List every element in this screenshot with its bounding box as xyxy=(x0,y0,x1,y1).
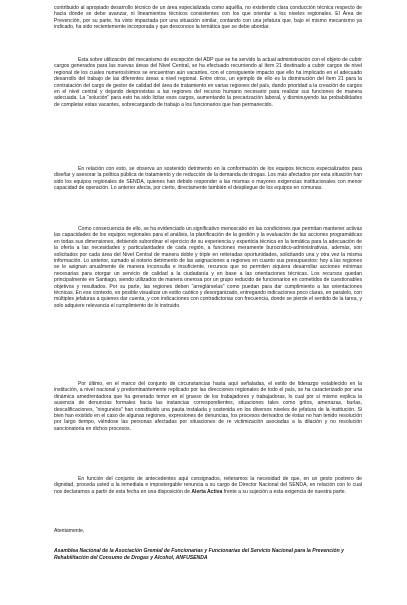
signature-block: Asamblea Nacional de la Asociación Gremial de Funcionarias y Funcionarias del Servicio Nacional para la Prevención y Rehabilitación del Consumo de Drogas y Alcohol, ANFUSENDA xyxy=(54,548,344,561)
paragraph-6-tail: frente a su sujeción a esta exigencia de nuestra parte. xyxy=(222,488,347,495)
paragraph-3: En relación con esto, se observa un sostenido detrimento en la conformación de los equipos técnicos especializados para diseñar y asesorar la política pública de tratamiento y de reducción de la demanda de drogas. Los más afectados por esta situación han sido los equipos regionales de SENDA, quienes han debido responder a las mismas o mayores exigencias institucionales con menor capacidad de operación. Lo anterior afecta, por cierto, directamente también el despliegue de los equipos en comunas. xyxy=(54,166,362,192)
paragraph-5: Por último, en el marco del conjunto de circunstancias hasta aquí señaladas, el estilo de liderazgo establecido en la institución, a nivel nacional y predominantemente replicado por las direcciones regionales de todo el país, se ha caracterizado por una dinámica amedrentadora que ha generado temor en el grueso de los trabajadores y trabajadoras, lo cual por sí mismo explica la ausencia de denuncias formales hacia las instancias correspondientes, situaciones tales como gritos, amenazas, burlas, descalificaciones, “ningunéos” han constituido una pauta instalada y sostenida en los diversos niveles de jefatura de la institución. Si bien han existido en el caso de algunas regiones, expresiones de denuncias, los procesos derivados de éstas no han tenido resolución por largo tiempo, viéndose las personas afectadas por situaciones de re victimización asociadas a la dilación y no resolución sancionatoria en dichos procesos. xyxy=(54,381,362,432)
alerta-activa-emphasis: Alerta Activa xyxy=(191,488,223,495)
paragraph-4: Como consecuencia de ello, se ha evidenciado un significativo menoscabo en las condiciones que permitan mantener activas las capacidades de los equipos regionales para el análisis, la planificación de la gestión y la evaluación de las acciones programáticas en todas sus dimensiones, debiendo subordinar el ejercicio de su experiencia y experticia técnica en la temática para la adecuación de la oferta a las necesidades y particularidades de cada región, a funciones meramente burocrático-administrativas, además, son solicitados por cada área del Nivel Central de manera doble y triple en reiteradas oportunidades, solicitando una y otra vez la misma información. Lo anterior, sumado al notorio detrimento de las asignaciones a regiones en cuanto sus presupuestos: hoy a las regiones se le asignan anualmente de manera inconsulta e insuficiente, recursos que no permiten siquiera desarrollar acciones mínimas necesarias para otorgar un servicio de calidad a la ciudadanía y en base a las orientaciones técnicas. Los recursos quedan principalmente en Santiago, siendo utilizados de manera onerosa por un grupo reducido de funcionarios en cometidos de cuestionables objetivos y resultados. Por su parte, las regiones deben “arreglárselas” como puedan para dar cumplimiento a las orientaciones técnicas. En ese contexto, es posible visualizar un estilo caótico y desorganizado, entregando indicaciones poco claras, en paralelo, con múltiples jefaturas a quienes dar cuenta, y con indicaciones con contradictorias con frecuencia, donde se pierde el sentido de la tarea, y solo adquiere relevancia el cumplimiento de lo instruido. xyxy=(54,226,362,309)
paragraph-6 xyxy=(54,476,362,495)
paragraph-6-text: En función del conjunto de antecedentes aquí consignados, reiteramos la necesidad de que, en un gesto postrero de dignidad, proceda usted a la inmediata e impostergable renuncia a su cargo de Director Nacional del SENDA, en relación con lo cual nos declaramos a partir de esta fecha en una disposición de xyxy=(54,476,362,495)
paragraph-2: Esta sobre utilización del mecanismo de excepción del ADP que se ha servido la actual administración con el objeto de cubrir cargos generados para las nuevas áreas del Nivel Central, se ha efectuado recurriendo al ítem 21 destinado a cubrir cargos de nivel regional de los cuales numerosísimos se encuentran aún vacantes, con el consiguiente impacto que ello ha implicado en el adecuado desarrollo del trabajo de las diferentes áreas a nivel regional. Entre otros, un ejemplo de ello es la disminución del ítem 21 para la contratación del cargo de gestor de calidad del área de tratamiento en varias regiones del país, dando prioridad a la creación de cargos en el nivel central y dejando desprovistas a las regiones del recurso humano necesario para realizar sus funciones de manera adecuada. La “solución” para esto ha sido licitar esos cargos, aumentando la precarización laboral, y disminuyendo las probabilidades de completar estas vacantes, sobrecargando de trabajo a los funcionarios que han permanecido. xyxy=(54,57,362,108)
paragraph-1: contribuido al apropiado desarrollo técnico de un área especializada como aquélla, no existiendo clara conducción técnica respecto de hacia dónde se debe avanzar, ni lineamientos técnicos consistentes con los que orientar a los niveles regionales. El Área de Prevención, por su parte, ha visto impactada por una situación similar, contando con una jefatura que, bajo el mismo mecanismo ya indicado, ha sido recientemente incorporada y que desconoce la temática que se debe abordar. xyxy=(54,5,362,31)
closing-greeting: Atentamente, xyxy=(54,528,85,534)
